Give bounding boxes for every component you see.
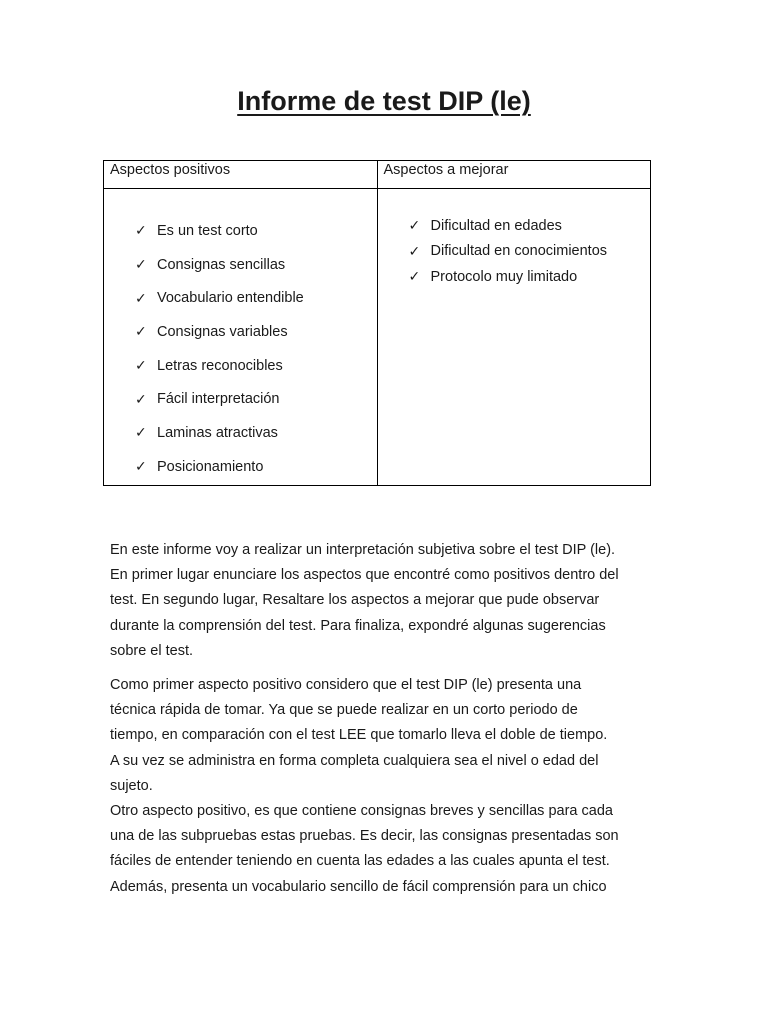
list-item bbox=[135, 382, 376, 416]
positive-item-label: Consignas sencillas bbox=[157, 256, 286, 273]
check-icon: ✓ bbox=[135, 222, 147, 239]
list-item bbox=[135, 416, 376, 450]
text-line: A su vez se administra en forma completa cualquiera sea el nivel o edad del bbox=[110, 752, 599, 769]
positive-item-label: Posicionamiento bbox=[157, 458, 264, 475]
list-item bbox=[135, 281, 376, 315]
check-icon: ✓ bbox=[135, 289, 147, 306]
text-line: sobre el test. bbox=[110, 642, 194, 659]
list-item bbox=[135, 315, 376, 349]
text-line: tiempo, en comparación con el test LEE que tomarlo lleva el doble de tiempo. bbox=[110, 727, 608, 744]
check-icon: ✓ bbox=[135, 390, 147, 407]
positive-item-label: Laminas atractivas bbox=[157, 424, 278, 441]
text-line: Como primer aspecto positivo considero que el test DIP (le) presenta una bbox=[110, 677, 582, 694]
list-item bbox=[135, 248, 376, 282]
text-line: fáciles de entender teniendo en cuenta las edades a las cuales apunta el test. bbox=[110, 853, 610, 870]
report-body bbox=[110, 538, 658, 909]
improvement-item-label: Dificultad en conocimientos bbox=[430, 243, 608, 260]
analysis-paragraph bbox=[110, 673, 658, 900]
text-line: Además, presenta un vocabulario sencillo de fácil comprensión para un chico bbox=[110, 878, 607, 895]
text-line: una de las subpruebas estas pruebas. Es decir, las consignas presentadas son bbox=[110, 828, 619, 845]
improvement-item-label: Protocolo muy limitado bbox=[430, 268, 578, 285]
improvement-item-label: Dificultad en edades bbox=[430, 217, 562, 234]
positives-list bbox=[105, 190, 376, 484]
table-header-row bbox=[104, 161, 651, 189]
check-icon: ✓ bbox=[135, 256, 147, 273]
check-icon: ✓ bbox=[135, 424, 147, 441]
table-body-row bbox=[104, 189, 651, 486]
page-title: Informe de test DIP (le) bbox=[237, 86, 531, 116]
check-icon: ✓ bbox=[135, 458, 147, 475]
positive-item-label: Es un test corto bbox=[157, 222, 258, 239]
check-icon: ✓ bbox=[135, 323, 147, 340]
text-line: durante la comprensión del test. Para finaliza, expondré algunas sugerencias bbox=[110, 617, 606, 634]
text-line: sujeto. bbox=[110, 777, 153, 794]
positive-item-label: Fácil interpretación bbox=[157, 391, 280, 408]
list-item bbox=[135, 214, 376, 248]
text-line: test. En segundo lugar, Resaltare los aspectos a mejorar que pude observar bbox=[110, 592, 600, 609]
improvements-header: Aspectos a mejorar bbox=[377, 161, 651, 189]
aspects-table bbox=[103, 160, 651, 486]
list-item bbox=[135, 349, 376, 383]
text-line: técnica rápida de tomar. Ya que se puede realizar en un corto periodo de bbox=[110, 702, 578, 719]
positive-item-label: Letras reconocibles bbox=[157, 357, 283, 374]
text-line: En este informe voy a realizar un interpretación subjetiva sobre el test DIP (le). bbox=[110, 542, 616, 558]
positive-item-label: Consignas variables bbox=[157, 323, 288, 340]
improvements-list bbox=[379, 190, 650, 290]
check-icon: ✓ bbox=[135, 357, 147, 374]
positives-cell bbox=[104, 189, 378, 486]
check-icon: ✓ bbox=[408, 217, 421, 234]
intro-paragraph bbox=[110, 538, 658, 664]
positive-item-label: Vocabulario entendible bbox=[157, 290, 304, 307]
text-line: En primer lugar enunciare los aspectos que encontré como positivos dentro del bbox=[110, 567, 619, 584]
improvements-cell bbox=[377, 189, 651, 486]
list-item bbox=[409, 213, 650, 239]
list-item bbox=[135, 450, 376, 484]
list-item bbox=[409, 264, 650, 290]
text-line: Otro aspecto positivo, es que contiene consignas breves y sencillas para cada bbox=[110, 803, 613, 820]
list-item bbox=[409, 239, 650, 265]
check-icon: ✓ bbox=[408, 268, 421, 285]
check-icon: ✓ bbox=[408, 242, 421, 259]
positives-header: Aspectos positivos bbox=[104, 161, 378, 189]
